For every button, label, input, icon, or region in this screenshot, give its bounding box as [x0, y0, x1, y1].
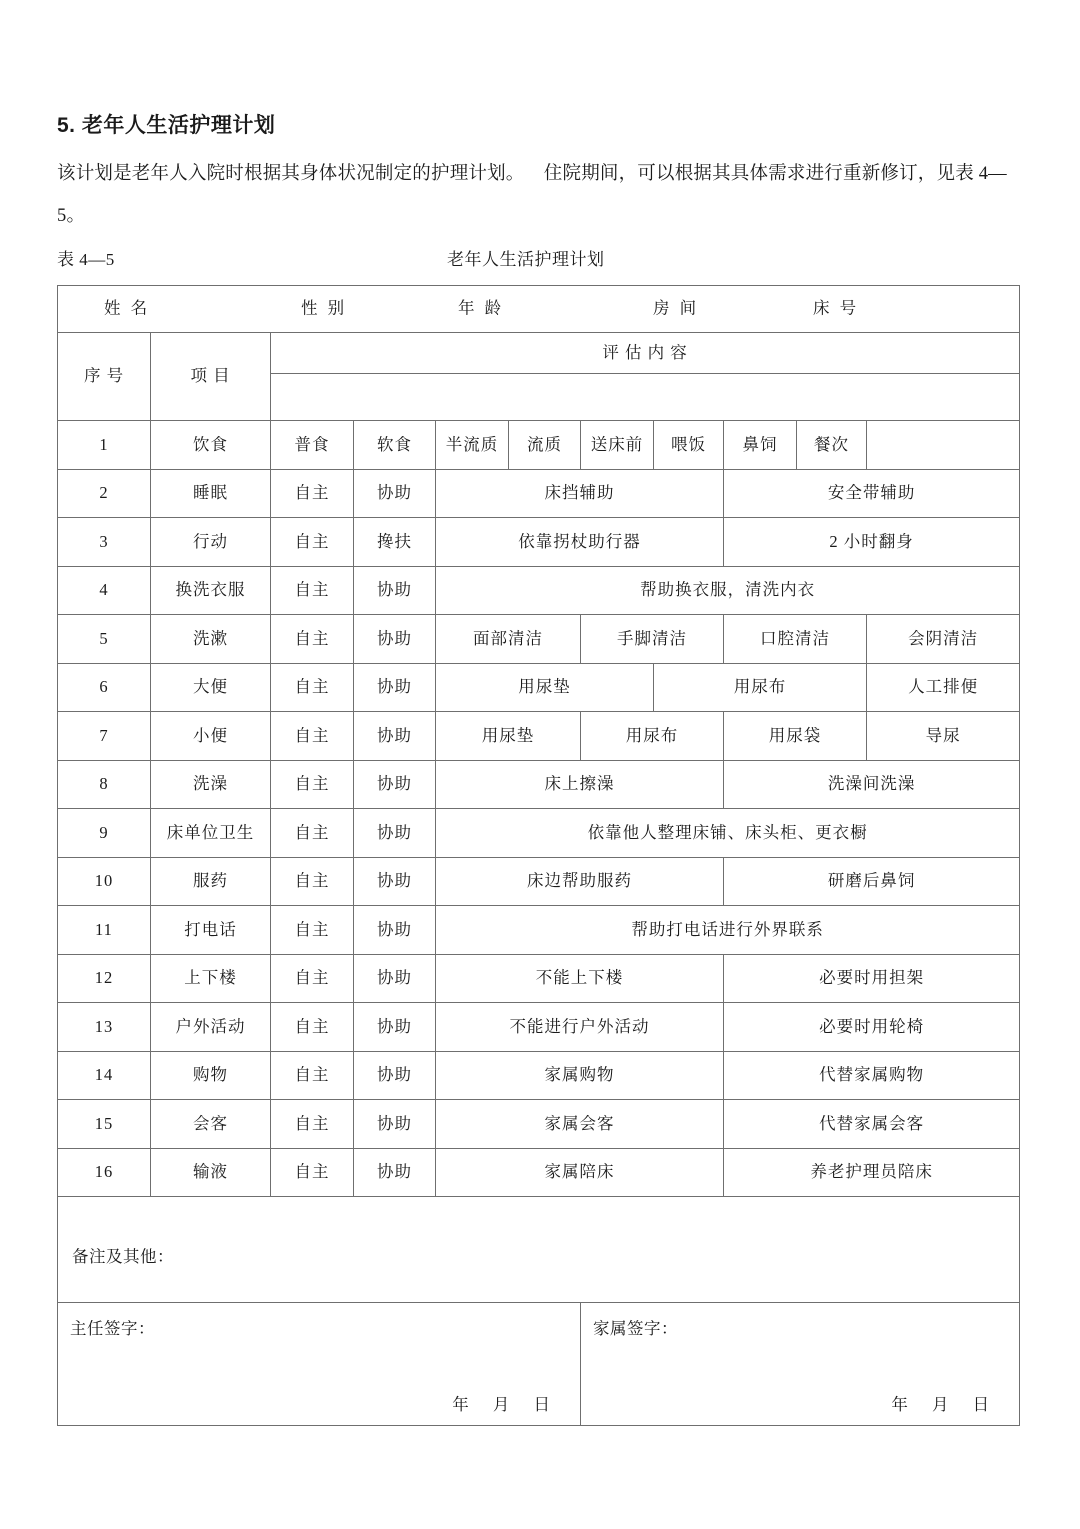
row-item: 会客	[151, 1100, 271, 1149]
table-row	[58, 809, 1020, 858]
row-option[interactable]: 安全带辅助	[724, 469, 1020, 518]
row-option[interactable]: 用尿布	[581, 712, 724, 761]
row-option-blank[interactable]	[867, 421, 1020, 470]
table-row	[58, 906, 1020, 955]
row-option[interactable]: 面部清洁	[436, 615, 581, 664]
row-option[interactable]: 床边帮助服药	[436, 857, 724, 906]
row-option[interactable]: 口腔清洁	[724, 615, 867, 664]
row-option[interactable]: 自主	[271, 954, 354, 1003]
row-option[interactable]: 自主	[271, 1148, 354, 1197]
row-item: 行动	[151, 518, 271, 567]
identity-header-row	[58, 286, 1020, 333]
header-assessment: 评 估 内 容	[271, 333, 1020, 374]
row-option[interactable]: 协助	[354, 663, 436, 712]
row-item: 服药	[151, 857, 271, 906]
row-option[interactable]: 自主	[271, 663, 354, 712]
row-option[interactable]: 自主	[271, 857, 354, 906]
row-option[interactable]: 协助	[354, 760, 436, 809]
table-caption-number: 表 4—5	[57, 250, 115, 270]
row-seq: 4	[58, 566, 151, 615]
row-option[interactable]: 床挡辅助	[436, 469, 724, 518]
room-label: 房 间	[653, 298, 700, 318]
row-option[interactable]: 不能进行户外活动	[436, 1003, 724, 1052]
row-option[interactable]: 流质	[509, 421, 581, 470]
document-body	[57, 112, 1019, 1426]
age-label: 年 龄	[458, 298, 505, 318]
row-item: 洗澡	[151, 760, 271, 809]
row-item: 睡眠	[151, 469, 271, 518]
row-option[interactable]: 协助	[354, 1148, 436, 1197]
row-option[interactable]: 自主	[271, 469, 354, 518]
header-assessment-blank	[271, 374, 1020, 421]
notes-row	[58, 1197, 1020, 1303]
header-item: 项 目	[151, 333, 271, 421]
row-seq: 16	[58, 1148, 151, 1197]
table-row	[58, 615, 1020, 664]
row-item: 输液	[151, 1148, 271, 1197]
table-row	[58, 760, 1020, 809]
row-option[interactable]: 自主	[271, 518, 354, 567]
row-option[interactable]: 普食	[271, 421, 354, 470]
row-option[interactable]: 喂饭	[654, 421, 724, 470]
row-option[interactable]: 床上擦澡	[436, 760, 724, 809]
row-option[interactable]: 搀扶	[354, 518, 436, 567]
table-row	[58, 518, 1020, 567]
column-header-row-top	[58, 333, 1020, 374]
row-option[interactable]: 自主	[271, 1003, 354, 1052]
row-option[interactable]: 自主	[271, 566, 354, 615]
row-option[interactable]: 协助	[354, 857, 436, 906]
sex-label: 性 别	[301, 298, 348, 318]
row-option[interactable]: 必要时用轮椅	[724, 1003, 1020, 1052]
table-row	[58, 566, 1020, 615]
row-option[interactable]: 手脚清洁	[581, 615, 724, 664]
row-item: 打电话	[151, 906, 271, 955]
row-option[interactable]: 依靠他人整理床铺、床头柜、更衣橱	[436, 809, 1020, 858]
row-option[interactable]: 协助	[354, 1100, 436, 1149]
row-option[interactable]: 餐次	[797, 421, 867, 470]
row-option[interactable]: 家属会客	[436, 1100, 724, 1149]
name-label: 姓 名	[104, 298, 151, 318]
row-option[interactable]: 送床前	[581, 421, 654, 470]
row-item: 床单位卫生	[151, 809, 271, 858]
row-option[interactable]: 不能上下楼	[436, 954, 724, 1003]
row-option[interactable]: 自主	[271, 712, 354, 761]
row-option[interactable]: 协助	[354, 1003, 436, 1052]
row-option[interactable]: 帮助换衣服，清洗内衣	[436, 566, 1020, 615]
row-seq: 2	[58, 469, 151, 518]
row-option[interactable]: 鼻饲	[724, 421, 797, 470]
row-seq: 14	[58, 1051, 151, 1100]
table-caption	[57, 245, 1019, 279]
row-seq: 13	[58, 1003, 151, 1052]
row-option[interactable]: 导尿	[867, 712, 1020, 761]
family-signature-label: 家属签字：	[593, 1319, 678, 1339]
row-item: 户外活动	[151, 1003, 271, 1052]
row-seq: 11	[58, 906, 151, 955]
row-option[interactable]: 用尿垫	[436, 712, 581, 761]
table-row	[58, 1051, 1020, 1100]
row-option[interactable]: 自主	[271, 1051, 354, 1100]
row-option[interactable]: 协助	[354, 809, 436, 858]
family-signature-cell[interactable]	[581, 1303, 1020, 1426]
row-seq: 8	[58, 760, 151, 809]
row-option[interactable]: 自主	[271, 760, 354, 809]
notes-label: 备注及其他：	[72, 1247, 174, 1267]
director-signature-date[interactable]: 年 月 日	[452, 1394, 560, 1414]
row-option[interactable]: 代替家属购物	[724, 1051, 1020, 1100]
row-item: 小便	[151, 712, 271, 761]
row-option[interactable]: 用尿垫	[436, 663, 654, 712]
row-option[interactable]: 依靠拐杖助行器	[436, 518, 724, 567]
row-option[interactable]: 洗澡间洗澡	[724, 760, 1020, 809]
table-row	[58, 857, 1020, 906]
row-option[interactable]: 协助	[354, 712, 436, 761]
row-seq: 9	[58, 809, 151, 858]
row-item: 上下楼	[151, 954, 271, 1003]
row-option[interactable]: 协助	[354, 615, 436, 664]
row-seq: 6	[58, 663, 151, 712]
row-option[interactable]: 会阴清洁	[867, 615, 1020, 664]
table-row	[58, 421, 1020, 470]
table-row	[58, 1003, 1020, 1052]
table-row	[58, 1100, 1020, 1149]
care-plan-table	[57, 285, 1020, 1426]
row-option[interactable]: 协助	[354, 954, 436, 1003]
table-row	[58, 712, 1020, 761]
page-title: 5. 老年人生活护理计划	[57, 114, 276, 137]
director-signature-cell[interactable]	[58, 1303, 581, 1426]
row-option[interactable]: 代替家属会客	[724, 1100, 1020, 1149]
row-option[interactable]: 用尿布	[654, 663, 867, 712]
row-option[interactable]: 家属陪床	[436, 1148, 724, 1197]
row-seq: 10	[58, 857, 151, 906]
row-option[interactable]: 协助	[354, 906, 436, 955]
table-row	[58, 1148, 1020, 1197]
row-option[interactable]: 自主	[271, 809, 354, 858]
row-item: 大便	[151, 663, 271, 712]
row-item: 洗漱	[151, 615, 271, 664]
row-seq: 12	[58, 954, 151, 1003]
row-item: 饮食	[151, 421, 271, 470]
row-seq: 3	[58, 518, 151, 567]
row-option[interactable]: 协助	[354, 566, 436, 615]
table-row	[58, 663, 1020, 712]
notes-cell[interactable]	[58, 1197, 1020, 1303]
row-seq: 7	[58, 712, 151, 761]
row-option[interactable]: 软食	[354, 421, 436, 470]
row-item: 购物	[151, 1051, 271, 1100]
row-option[interactable]: 协助	[354, 469, 436, 518]
row-seq: 15	[58, 1100, 151, 1149]
row-option[interactable]: 养老护理员陪床	[724, 1148, 1020, 1197]
row-option[interactable]: 帮助打电话进行外界联系	[436, 906, 1020, 955]
signature-row	[58, 1303, 1020, 1426]
row-seq: 5	[58, 615, 151, 664]
identity-fields	[58, 286, 1020, 333]
row-option[interactable]: 家属购物	[436, 1051, 724, 1100]
row-seq: 1	[58, 421, 151, 470]
table-row	[58, 954, 1020, 1003]
table-caption-title: 老年人生活护理计划	[447, 250, 605, 270]
row-option[interactable]: 自主	[271, 615, 354, 664]
row-option[interactable]: 半流质	[436, 421, 509, 470]
header-seq: 序 号	[58, 333, 151, 421]
row-item: 换洗衣服	[151, 566, 271, 615]
row-option[interactable]: 自主	[271, 1100, 354, 1149]
row-option[interactable]: 研磨后鼻饲	[724, 857, 1020, 906]
bed-label: 床 号	[813, 298, 860, 318]
family-signature-date[interactable]: 年 月 日	[891, 1394, 1000, 1414]
row-option[interactable]: 协助	[354, 1051, 436, 1100]
row-option[interactable]: 必要时用担架	[724, 954, 1020, 1003]
director-signature-label: 主任签字：	[70, 1319, 155, 1339]
intro-paragraph: 该计划是老年人入院时根据其身体状况制定的护理计划。 住院期间，可以根据其具体需求进行重新修订，见表 4—5。	[57, 164, 1007, 227]
row-option[interactable]: 自主	[271, 906, 354, 955]
row-option[interactable]: 人工排便	[867, 663, 1020, 712]
row-option[interactable]: 用尿袋	[724, 712, 867, 761]
table-row	[58, 469, 1020, 518]
row-option[interactable]: 2 小时翻身	[724, 518, 1020, 567]
